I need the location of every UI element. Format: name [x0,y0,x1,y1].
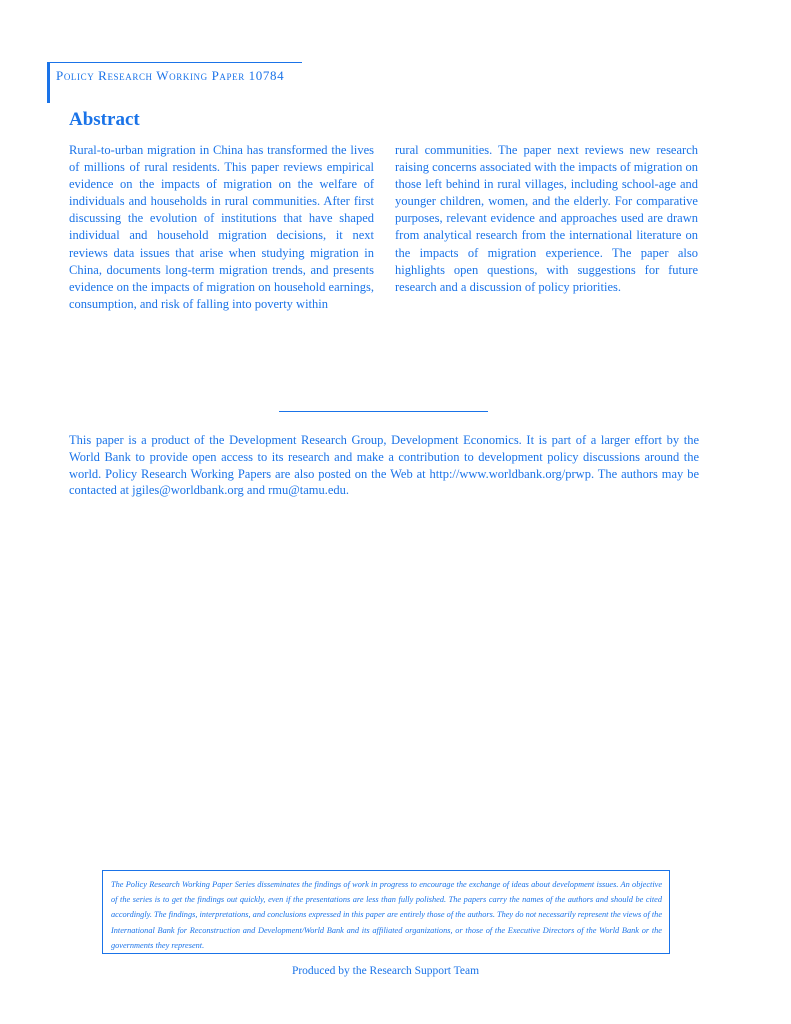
section-divider [279,411,488,412]
disclaimer-text: The Policy Research Working Paper Series disseminates the findings of work in progress to encourage the exchange of ideas about development issues. An objective of the series is to get the findings out quickly, even if the presentations are less than fully polished. The papers carry the names of the authors and should be cited accordingly. The findings, interpretations, and conclusions expressed in this paper are entirely those of the authors. They do not necessarily represent the views of the International Bank for Reconstruction and Development/World Bank and its affiliated organizations, or those of the Executive Directors of the World Bank or the governments they represent. [111,880,662,950]
abstract-left-column: Rural-to-urban migration in China has transformed the lives of millions of rural residents. This paper reviews empirical evidence on the impacts of migration on the welfare of individuals and households in rural communities. After first discussing the evolution of institutions that have shaped individual and household migration decisions, it next reviews data issues that arise when studying migration in China, documents long-term migration trends, and presents evidence on the impacts of migration on household earnings, consumption, and risk of falling into poverty within [69,143,374,311]
abstract-heading: Abstract [69,109,140,130]
produced-by-footer: Produced by the Research Support Team [291,965,480,977]
series-title: Policy Research Working Paper 10784 [56,68,285,83]
disclaimer-box [102,870,670,954]
abstract-right-column: rural communities. The paper next reviews new research raising concerns associated with the impacts of migration on those left behind in rural villages, including school-age and younger children, women, and the elderly. For comparative purposes, relevant evidence and approaches used are drawn from analytical research from the international literature on the impacts of migration experience. The paper also highlights open questions, with suggestions for future research and a discussion of policy priorities. [395,143,698,294]
product-note: This paper is a product of the Development Research Group, Development Economics. It is part of a larger effort by the World Bank to provide open access to its research and make a contribution to development policy discussions around the world. Policy Research Working Papers are also posted on the Web at http://www.worldbank.org/prwp. The authors may be contacted at jgiles@worldbank.org and rmu@tamu.edu. [69,433,699,498]
